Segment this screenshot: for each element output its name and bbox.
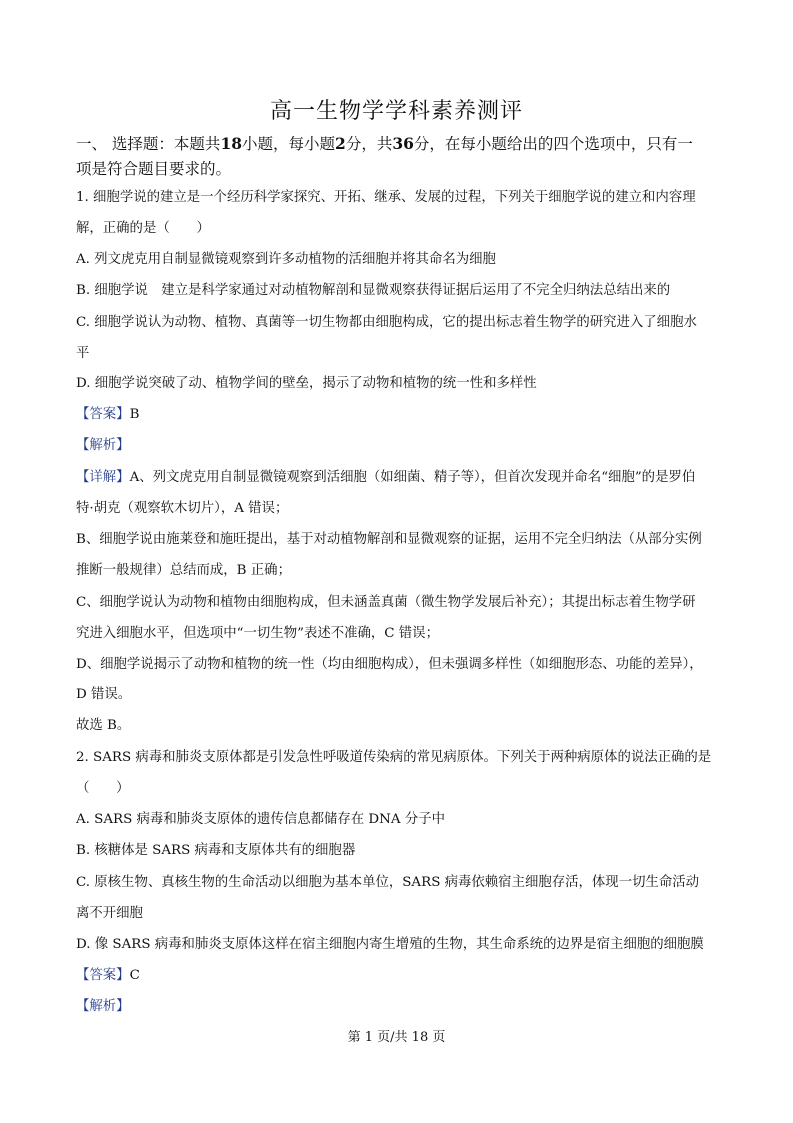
section-text: 一、 选择题：本题共 (76, 135, 221, 153)
question-count: 18 (220, 134, 243, 153)
q1-explanation-line: 特·胡克（观察软木切片），A 错误； (76, 501, 289, 516)
q1-explanation-line: 推断一般规律）总结而成，B 正确； (76, 563, 291, 578)
q1-option-a: A. 列文虎克用自制显微镜观察到许多动植物的活细胞并将其命名为细胞 (76, 252, 496, 267)
points-each: 2 (335, 134, 346, 153)
explanation-text: A、列文虎克用自制显微镜观察到活细胞（如细菌、精子等），但首次发现并命名“细胞”的是罗伯 (129, 470, 696, 485)
answer-label: 【答案】 (76, 407, 130, 422)
answer-value: C (129, 968, 140, 983)
analysis-label: 【解析】 (76, 999, 130, 1014)
section-text: 小题，每小题 (242, 135, 336, 153)
q1-analysis (76, 437, 726, 455)
section-text: 分，在每小题给出的四个选项中，只有一 (413, 135, 693, 153)
q2-stem-cont: （ ） (76, 781, 130, 796)
q1-conclusion: 故选 B。 (76, 718, 131, 733)
detail-label: 【详解】 (76, 470, 130, 485)
q1-explanation-line: C、细胞学说认为动物和植物由细胞构成，但未涵盖真菌（微生物学发展后补充）；其提出标志着生物学研 (76, 595, 696, 610)
q1-explanation-line: 究进入细胞水平，但选项中“一切生物”表述不准确，C 错误； (76, 626, 439, 641)
q2-option-c: C. 原核生物、真核生物的生命活动以细胞为基本单位，SARS 病毒依赖宿主细胞存活，体现一切生命活动 (76, 875, 700, 890)
document-title: 高一生物学学科素养测评 (269, 99, 523, 124)
q1-explanation-line: B、细胞学说由施莱登和施旺提出，基于对动植物解剖和显微观察的证据，运用不完全归纳法（从部分实例 (76, 532, 702, 547)
q1-explanation-line: D、细胞学说揭示了动物和植物的统一性（均由细胞构成），但未强调多样性（如细胞形态、功能的差异）， (76, 657, 703, 672)
q1-option-d: D. 细胞学说突破了动、植物学间的壁垒，揭示了动物和植物的统一性和多样性 (76, 376, 537, 391)
q1-option-c: C. 细胞学说认为动物、植物、真菌等一切生物都由细胞构成，它的提出标志着生物学的研究进入了细胞水 (76, 315, 697, 330)
q2-option-b: B. 核糖体是 SARS 病毒和支原体共有的细胞器 (76, 843, 356, 858)
answer-value: B (129, 407, 140, 422)
q2-answer (76, 967, 726, 985)
q1-option-c-cont: 平 (76, 346, 90, 361)
analysis-label: 【解析】 (76, 438, 130, 453)
q2-option-d: D. 像 SARS 病毒和肺炎支原体这样在宿主细胞内寄生增殖的生物，其生命系统的边界是宿主细胞的细胞膜 (76, 937, 704, 952)
q2-analysis (76, 998, 726, 1016)
points-total: 36 (392, 134, 414, 153)
q2-option-c-cont: 离不开细胞 (76, 906, 143, 921)
q1-option-b: B. 细胞学说 建立是科学家通过对动植物解剖和显微观察获得证据后运用了不完全归纳法总结出来的 (76, 283, 671, 298)
q2-stem: 2. SARS 病毒和肺炎支原体都是引发急性呼吸道传染病的常见病原体。下列关于两种病原体的说法正确的是 (76, 750, 712, 765)
section-heading (76, 131, 726, 157)
q1-explanation (76, 469, 726, 487)
answer-label: 【答案】 (76, 968, 130, 983)
q1-answer (76, 406, 726, 424)
q1-stem: 1. 细胞学说的建立是一个经历科学家探究、开拓、继承、发展的过程，下列关于细胞学说的建立和内容理 (76, 190, 696, 205)
section-heading-line2: 项是符合题目要求的。 (76, 160, 232, 178)
q2-option-a: A. SARS 病毒和肺炎支原体的遗传信息都储存在 DNA 分子中 (76, 812, 445, 827)
page-footer: 第 1 页/共 18 页 (347, 1030, 446, 1045)
section-text: 分，共 (345, 135, 393, 153)
q1-explanation-line: D 错误。 (76, 687, 132, 702)
q1-stem-cont: 解，正确的是（ ） (76, 221, 210, 236)
